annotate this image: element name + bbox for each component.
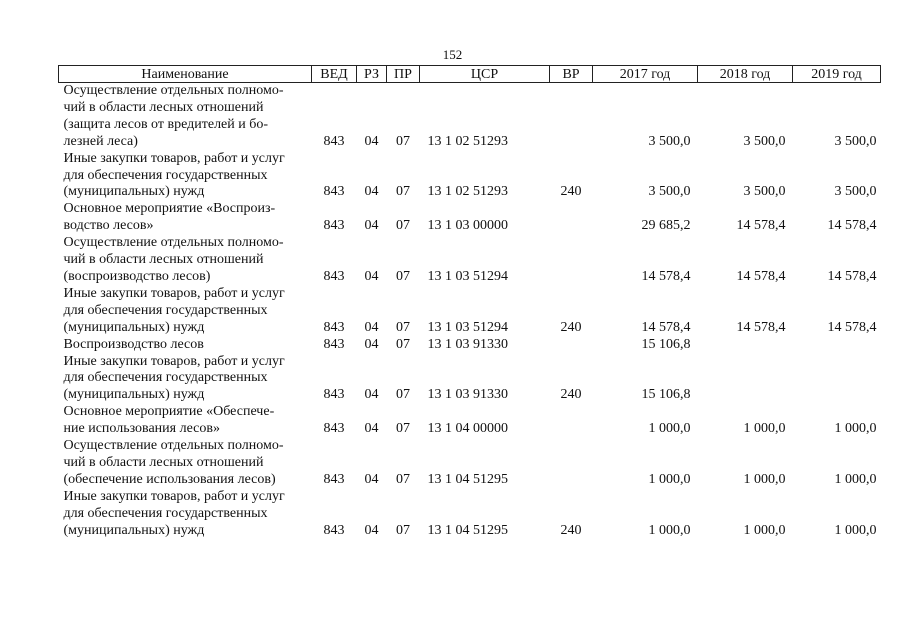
row-2019: 3 500,0 [834, 133, 877, 149]
row-name-line: Иные закупки товаров, работ и услуг [63, 488, 285, 504]
row-rz: 04 [364, 522, 379, 538]
row-name-line: (муниципальных) нужд [63, 184, 205, 200]
row-vr [550, 235, 593, 286]
row-2019: 14 578,4 [827, 268, 877, 284]
row-name-line: для обеспечения государственных [63, 302, 268, 318]
row-name-line: (воспроизводство лесов) [63, 268, 211, 284]
row-2017: 15 106,8 [641, 336, 691, 352]
row-name [59, 404, 312, 438]
row-csr: 13 1 02 51293 [427, 184, 508, 200]
table-row [59, 404, 881, 438]
row-rz: 04 [364, 336, 379, 352]
row-ved: 843 [323, 522, 345, 538]
header-vr: ВР [550, 66, 593, 83]
table-row [59, 337, 881, 354]
row-2017: 29 685,2 [641, 218, 691, 234]
row-name [59, 489, 312, 540]
row-2018: 3 500,0 [743, 184, 786, 200]
row-2018 [698, 354, 793, 405]
row-2019 [793, 354, 881, 405]
table-row [59, 438, 881, 489]
row-name [59, 354, 312, 405]
row-2019: 14 578,4 [827, 218, 877, 234]
row-vr [550, 404, 593, 438]
row-name-line: (обеспечение использования лесов) [63, 471, 276, 487]
row-2019 [793, 337, 881, 354]
row-name-line: (муниципальных) нужд [63, 522, 205, 538]
row-csr: 13 1 03 91330 [427, 387, 508, 403]
row-csr: 13 1 03 51294 [427, 268, 508, 284]
row-2017: 1 000,0 [648, 471, 691, 487]
row-name-line: Воспроизводство лесов [63, 336, 204, 352]
row-name-line: для обеспечения государственных [63, 167, 268, 183]
row-name-line: Осуществление отдельных полномо- [63, 83, 284, 98]
row-rz: 04 [364, 471, 379, 487]
row-2017: 14 578,4 [641, 268, 691, 284]
row-vr: 240 [560, 319, 582, 335]
table-row [59, 354, 881, 405]
row-2018: 1 000,0 [743, 471, 786, 487]
row-csr: 13 1 04 51295 [427, 522, 508, 538]
row-pr: 07 [396, 471, 410, 487]
header-rz: РЗ [357, 66, 387, 83]
header-csr: ЦСР [420, 66, 550, 83]
row-name-line: для обеспечения государственных [63, 370, 268, 386]
row-pr: 07 [396, 387, 410, 403]
row-name-line: (муниципальных) нужд [63, 387, 205, 403]
row-ved: 843 [323, 471, 345, 487]
row-2018: 14 578,4 [736, 218, 786, 234]
row-vr [550, 83, 593, 151]
row-name [59, 201, 312, 235]
row-2018 [698, 337, 793, 354]
row-rz: 04 [364, 133, 379, 149]
row-csr: 13 1 03 00000 [427, 218, 508, 234]
row-name [59, 83, 312, 151]
header-ved: ВЕД [312, 66, 357, 83]
row-ved: 843 [323, 133, 345, 149]
row-name-line: чий в области лесных отношений [63, 454, 264, 470]
table-row [59, 286, 881, 337]
row-name-line: Осуществление отдельных полномо- [63, 235, 284, 251]
row-name-line: Иные закупки товаров, работ и услуг [63, 353, 285, 369]
row-2018: 14 578,4 [736, 319, 786, 335]
row-ved: 843 [323, 421, 345, 437]
row-name-line: Основное мероприятие «Обеспече- [63, 404, 275, 420]
header-name: Наименование [59, 66, 312, 83]
row-name [59, 286, 312, 337]
row-2019: 1 000,0 [834, 421, 877, 437]
row-pr: 07 [396, 421, 410, 437]
row-name-line: ние использования лесов» [63, 421, 220, 437]
row-csr: 13 1 02 51293 [427, 133, 508, 149]
row-pr: 07 [396, 218, 410, 234]
row-name-line: Осуществление отдельных полномо- [63, 438, 284, 454]
row-vr [550, 337, 593, 354]
row-2017: 15 106,8 [641, 387, 691, 403]
row-vr: 240 [560, 387, 582, 403]
row-ved: 843 [323, 268, 345, 284]
row-name-line: (защита лесов от вредителей и бо- [63, 116, 269, 132]
row-ved: 843 [323, 319, 345, 335]
row-rz: 04 [364, 421, 379, 437]
row-pr: 07 [396, 268, 410, 284]
row-ved: 843 [323, 336, 345, 352]
row-rz: 04 [364, 184, 379, 200]
row-name-line: лезней леса) [63, 133, 138, 149]
row-name [59, 337, 312, 354]
row-name-line: водство лесов» [63, 218, 154, 234]
row-pr: 07 [396, 133, 410, 149]
row-2017: 3 500,0 [648, 184, 691, 200]
row-name-line: Основное мероприятие «Воспроиз- [63, 201, 276, 217]
row-2018: 3 500,0 [743, 133, 786, 149]
row-ved: 843 [323, 387, 345, 403]
row-2018: 1 000,0 [743, 522, 786, 538]
header-pr: ПР [387, 66, 420, 83]
row-2019: 1 000,0 [834, 471, 877, 487]
header-2017: 2017 год [593, 66, 698, 83]
row-2019: 1 000,0 [834, 522, 877, 538]
row-ved: 843 [323, 184, 345, 200]
row-rz: 04 [364, 387, 379, 403]
row-name [59, 438, 312, 489]
row-rz: 04 [364, 218, 379, 234]
row-2018: 1 000,0 [743, 421, 786, 437]
header-2018: 2018 год [698, 66, 793, 83]
table-row [59, 151, 881, 202]
row-csr: 13 1 03 51294 [427, 319, 508, 335]
row-ved: 843 [323, 218, 345, 234]
row-vr [550, 201, 593, 235]
row-2017: 1 000,0 [648, 421, 691, 437]
table-body [59, 83, 881, 540]
row-2018: 14 578,4 [736, 268, 786, 284]
row-pr: 07 [396, 319, 410, 335]
row-csr: 13 1 04 51295 [427, 471, 508, 487]
row-name-line: чий в области лесных отношений [63, 252, 264, 268]
row-2019: 14 578,4 [827, 319, 877, 335]
table-header-row [59, 66, 881, 83]
row-name-line: Иные закупки товаров, работ и услуг [63, 285, 285, 301]
row-name [59, 151, 312, 202]
row-csr: 13 1 04 00000 [427, 421, 508, 437]
table-row [59, 201, 881, 235]
row-pr: 07 [396, 184, 410, 200]
row-name-line: для обеспечения государственных [63, 505, 268, 521]
header-2019: 2019 год [793, 66, 881, 83]
table-row [59, 83, 881, 151]
row-2019: 3 500,0 [834, 184, 877, 200]
row-name-line: чий в области лесных отношений [63, 99, 264, 115]
row-rz: 04 [364, 268, 379, 284]
table-row [59, 489, 881, 540]
table-row [59, 235, 881, 286]
row-pr: 07 [396, 522, 410, 538]
row-2017: 3 500,0 [648, 133, 691, 149]
row-2017: 14 578,4 [641, 319, 691, 335]
page-number: 152 [442, 47, 463, 62]
row-csr: 13 1 03 91330 [427, 336, 508, 352]
row-pr: 07 [396, 336, 410, 352]
row-name-line: Иные закупки товаров, работ и услуг [63, 150, 285, 166]
row-vr [550, 438, 593, 489]
budget-table [58, 65, 881, 539]
row-2017: 1 000,0 [648, 522, 691, 538]
row-name-line: (муниципальных) нужд [63, 319, 205, 335]
row-vr: 240 [560, 184, 582, 200]
row-vr: 240 [560, 522, 582, 538]
row-name [59, 235, 312, 286]
row-rz: 04 [364, 319, 379, 335]
